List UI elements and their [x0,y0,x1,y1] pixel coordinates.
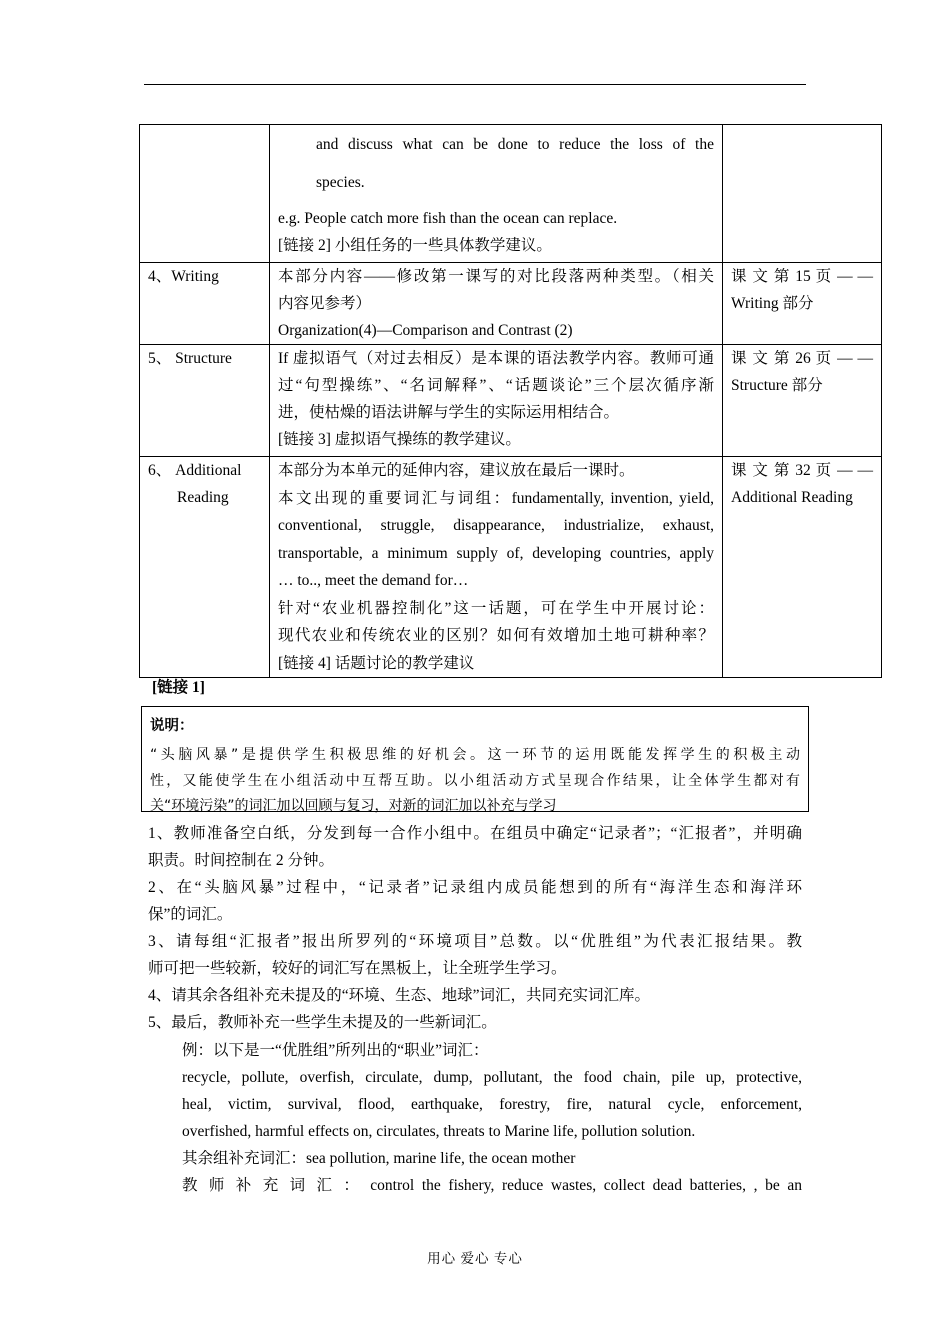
text-line: species. [316,174,365,191]
table-row [140,125,882,263]
text-line: 本部分内容——修改第一课写的对比段落两种类型。（相关 [278,268,714,285]
text-line: 本文出现的重要词汇与词组：fundamentally, invention, yield, [278,489,714,507]
table-cell [140,457,270,678]
text-line: 进，使枯燥的语法讲解与学生的实际运用相结合。 [278,404,620,421]
note-line: 关“环境污染”的词汇加以回顾与复习，对新的词汇加以补充与学习 [150,798,557,814]
step-3-cont: 师可把一些较新，较好的词汇写在黑板上，让全班学生学习。 [148,960,567,977]
link-2-text: [链接 2] 小组任务的一些具体教学建议。 [278,237,552,254]
step-1: 1、教师准备空白纸，分发到每一合作小组中。在组员中确定“记录者”；“汇报者”，并明确 [148,825,802,842]
section-label-reading-2: Reading [177,489,229,506]
page-reference: 课 文 第 26 页 — — [731,350,873,367]
page-reference: Writing 部分 [731,295,814,312]
text-line: and discuss what can be done to reduce the loss of the [316,136,714,153]
vocab-line: heal, victim, survival, flood, earthquake, forestry, fire, natural cycle, enforcement, [182,1096,802,1113]
step-2-cont: 保”的词汇。 [148,906,233,923]
table-cell [140,125,270,263]
step-3: 3、请每组“汇报者”报出所罗列的“环境项目”总数。以“优胜组”为代表汇报结果。教 [148,933,802,950]
section-label-writing: 4、Writing [148,268,219,285]
table-cell [723,345,882,457]
table-cell [270,457,723,678]
vocab-line: overfished, harmful effects on, circulates, threats to Marine life, pollution solution. [182,1123,696,1140]
text-line: 过“句型操练”、“名词解释”、“话题谈论”三个层次循序渐 [278,377,714,394]
table-cell [270,125,723,263]
step-2: 2、在“头脑风暴”过程中，“记录者”记录组内成员能想到的所有“海洋生态和海洋环 [148,879,802,896]
step-1-cont: 职责。时间控制在 2 分钟。 [148,852,335,869]
teacher-vocab: 教 师 补 充 词 汇 ： control the fishery, reduce wastes, collect dead batteries, , be an [182,1177,802,1194]
text-line: 针对“农业机器控制化”这一话题，可在学生中开展讨论： [278,599,714,617]
vocab-line: recycle, pollute, overfish, circulate, dump, pollutant, the food chain, pile up, protective, [182,1069,802,1086]
link-1-heading: [链接 1] [152,679,205,696]
text-line: conventional, struggle, disappearance, industrialize, exhaust, [278,517,714,534]
table-row [140,345,882,457]
table-row [140,457,882,678]
page-reference: 课 文 第 15 页 — — [731,268,873,285]
text-line: 现代农业和传统农业的区别？如何有效增加土地可耕种率？ [278,627,714,644]
note-box [141,706,809,812]
text-line: transportable, a minimum supply of, developing countries, apply [278,544,714,562]
example-intro: 例：以下是一“优胜组”所列出的“职业”词汇： [182,1042,489,1059]
header-rule [144,84,806,85]
example-text: e.g. People catch more fish than the ocean can replace. [278,210,618,227]
step-5: 5、最后，教师补充一些学生未提及的一些新词汇。 [148,1014,497,1031]
table-cell [270,345,723,457]
lesson-plan-table [139,124,882,678]
page-reference: 课 文 第 32 页 — — [731,462,873,479]
note-line: “头脑风暴”是提供学生积极思维的好机会。这一环节的运用既能发挥学生的积极主动 [150,747,800,763]
text-line: Organization(4)—Comparison and Contrast (2) [278,322,573,339]
note-line: 性，又能使学生在小组活动中互帮互助。以小组活动方式呈现合作结果，让全体学生都对有 [150,772,800,789]
text-line: 本部分为本单元的延伸内容，建议放在最后一课时。 [278,462,635,479]
page-reference: Structure 部分 [731,377,823,394]
section-label-reading: 6、 Additional [148,462,242,479]
activity-steps [148,820,802,1199]
section-label-structure: 5、 Structure [148,350,232,367]
note-body [150,743,800,820]
page-reference: Additional Reading [731,489,853,506]
page-footer: 用心 爱心 专心 [427,1251,523,1266]
table-cell [723,263,882,345]
note-title: 说明： [150,718,194,734]
text-line: 内容见参考） [278,295,372,312]
other-groups-vocab: 其余组补充词汇：sea pollution, marine life, the ocean mother [182,1150,576,1167]
table-cell [140,345,270,457]
table-cell [270,263,723,345]
table-cell [723,457,882,678]
text-line: If 虚拟语气（对过去相反）是本课的语法教学内容。教师可通 [278,350,714,367]
step-4: 4、请其余各组补充未提及的“环境、生态、地球”词汇，共同充实词汇库。 [148,987,651,1004]
table-row [140,263,882,345]
table-cell [140,263,270,345]
link-3-text: [链接 3] 虚拟语气操练的教学建议。 [278,431,521,448]
table-cell [723,125,882,263]
link-4-text: [链接 4] 话题讨论的教学建议 [278,654,475,672]
text-line: … to.., meet the demand for… [278,572,469,589]
